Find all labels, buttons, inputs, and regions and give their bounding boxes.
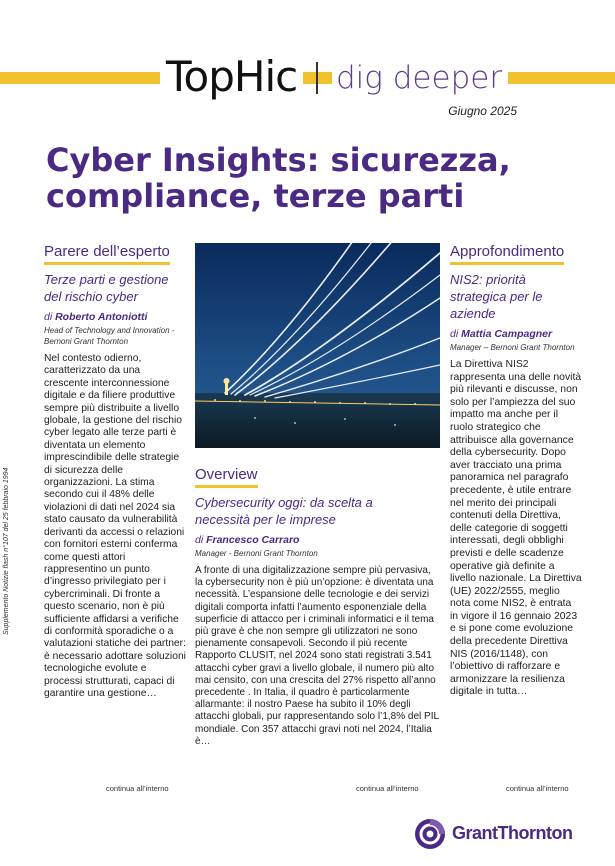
grant-thornton-logo	[414, 818, 604, 848]
article-body-expert: Nel contesto odierno, caratterizzato da una crescente interconnessione digitale e da filiere produttive sempre più distribuite a livello globale, la gestione del rischio cyber legato alle terze parti è diventata un elemento imprescindibile delle strategie di sicurezza delle organizzazioni. La stima secondo cui il 48% delle violazioni di dati nel 2024 sia stato causato da vulnerabilità derivanti da accessi o relazioni con fornitori esterni conferma come questi attori rappresentino un punto d’ingresso privilegiato per i cybercriminali. Di fronte a questo scenario, non è più sufficiente affidarsi a verifiche di conformità sporadiche o a valutazioni statiche dei partner: è necessario adottare soluzioni tecnologiche evolute e processi strutturati, capaci di garantire una gestione…	[44, 353, 186, 699]
author-expert	[44, 311, 186, 323]
author-prefix: di	[195, 534, 207, 546]
article-body-insight: La Direttiva NIS2 rappresenta una delle novità più rilevanti e discusse, non solo per l’ampiezza del suo impatto ma anche per il ruolo strategico che attribuisce alla governance della cybersecurity. Dopo aver tracciato una prima panoramica nel paragrafo precedente, è utile entrare nel merito dei principali contenuti della Direttiva, delle categorie di soggetti interessati, degli obblighi previsti e delle scadenze operative già definite a livello nazionale. La Direttiva (UE) 2022/2555, meglio nota come NIS2, è entrata in vigore il 16 gennaio 2023 e si pone come evoluzione della precedente Direttiva NIS (2016/1148), con l’obiettivo di rafforzare e armonizzare la resilienza digitale in tutta…	[450, 359, 582, 698]
overview-column	[195, 466, 440, 748]
author-name: Francesco Carraro	[206, 534, 300, 546]
masthead-divider	[316, 62, 318, 94]
author-insight	[450, 328, 582, 340]
continue-link-expert[interactable]: continua all’interno	[106, 784, 169, 793]
hero-photo	[195, 243, 440, 448]
expert-opinion-column	[44, 243, 186, 700]
section-label-overview: Overview	[195, 466, 258, 488]
article-title-expert: Terze parti e gestione del rischio cyber	[44, 272, 169, 304]
section-label-insight: Approfondimento	[450, 243, 564, 265]
masthead	[0, 52, 615, 104]
page-title-line-2: compliance, terze parti	[46, 177, 465, 215]
section-label-expert: Parere dell’esperto	[44, 243, 170, 265]
page-title-line-1: Cyber Insights: sicurezza,	[46, 141, 511, 179]
grant-thornton-wordmark: GrantThornton	[452, 823, 573, 843]
author-prefix: di	[44, 311, 56, 323]
article-title-overview: Cybersecurity oggi: da scelta a necessità per le imprese	[195, 495, 373, 527]
side-note: Supplemento Notizie flash n°107 del 25 febbraio 1994	[3, 467, 10, 635]
grant-thornton-mark-icon	[414, 818, 446, 850]
author-name: Mattia Campagner	[461, 328, 553, 340]
continue-link-insight[interactable]: continua all’interno	[506, 784, 569, 793]
brand-title: TopHic	[160, 52, 303, 101]
author-name: Roberto Antoniotti	[55, 311, 148, 323]
brand-tagline: dig deeper	[332, 60, 508, 96]
author-prefix: di	[450, 328, 462, 340]
article-title-insight: NIS2: priorità strategica per le aziende	[450, 272, 543, 321]
page-title	[46, 142, 586, 214]
author-role-insight: Manager – Bernoni Grant Thornton	[450, 343, 575, 352]
article-body-overview: A fronte di una digitalizzazione sempre più pervasiva, la cybersecurity non è più un’opzione: è diventata una necessità. L’espansione delle tecnologie e dei servizi digitali comporta infatti l’aumento esponenziale della superficie di attacco per i criminali informatici e il tema più grave è che non sempre gli utilizzatori ne sono pienamente consapevoli. Secondo il più recente Rapporto CLUSIT, nel 2024 sono stati registrati 3.541 attacchi cyber gravi a livello globale, il numero più alto mai censito, con una crescita del 27% rispetto all’anno precedente . In Italia, il quadro è particolarmente allarmante: il nostro Paese ha subito il 10% degli attacchi globali, pur rappresentando solo l’1,8% del PIL mondiale. Con 357 attacchi gravi noti nel 2024, l’Italia è…	[195, 565, 439, 747]
author-role-overview: Manager - Bernoni Grant Thornton	[195, 549, 318, 558]
author-overview	[195, 534, 440, 546]
author-role-expert: Head of Technology and Innovation - Bernoni Grant Thornton	[44, 326, 175, 346]
continue-link-overview[interactable]: continua all’interno	[356, 784, 419, 793]
issue-date: Giugno 2025	[448, 104, 517, 118]
insight-column	[450, 243, 582, 699]
